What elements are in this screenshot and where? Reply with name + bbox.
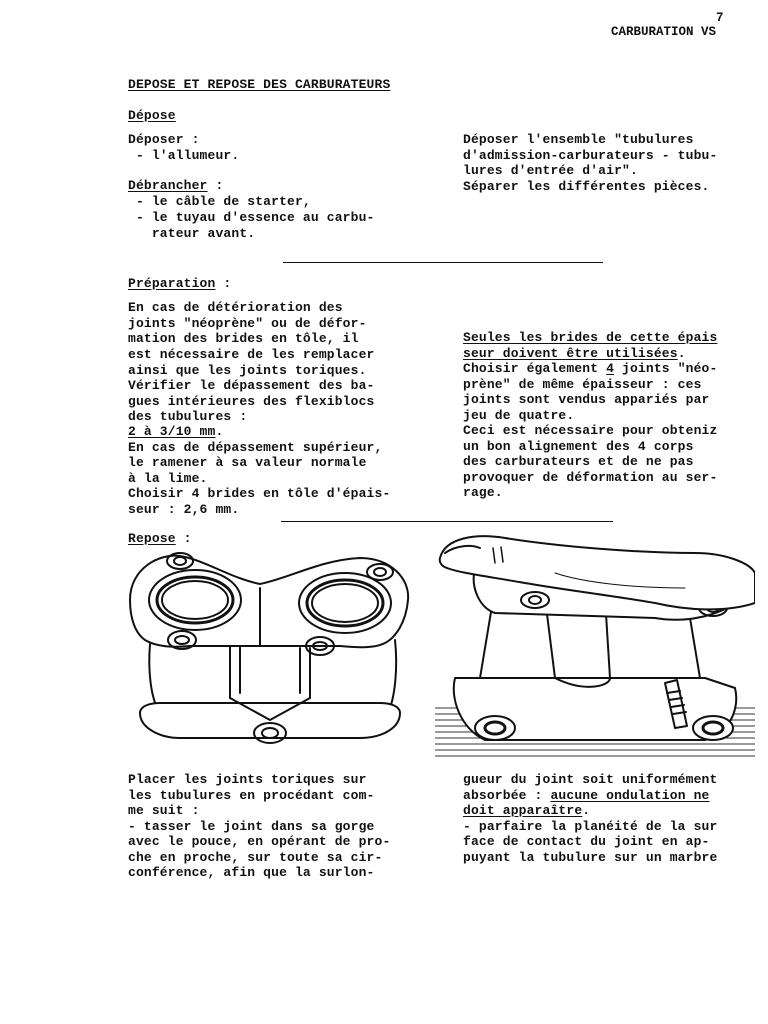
debrancher-item: rateur avant. (128, 226, 256, 241)
repose-left-line: conférence, afin que la surlon- (128, 865, 375, 880)
preparation-right-line: Ceci est nécessaire pour obteniz (463, 423, 718, 438)
choose-number: 4 (606, 361, 615, 376)
no-ripple-text: aucune ondulation ne (550, 788, 710, 803)
depose-right-line: Déposer l'ensemble "tubulures (463, 132, 694, 147)
absorbed-text: absorbée : (463, 788, 551, 803)
preparation-left-line: En cas de dépassement supérieur, (128, 440, 383, 455)
repose-left-line: me suit : (128, 803, 200, 818)
must-appear-text: doit apparaître (463, 803, 583, 818)
preparation-left-line: gues intérieures des flexiblocs (128, 394, 375, 409)
depose-left-line: Déposer : (128, 132, 200, 147)
debrancher-heading: Débrancher (128, 178, 208, 193)
preparation-right-line (463, 361, 717, 377)
debrancher-item: - le câble de starter, (128, 194, 311, 209)
depose-left-line: - l'allumeur. (128, 148, 240, 163)
repose-left-line: avec le pouce, en opérant de pro- (128, 834, 391, 849)
preparation-left-line: est nécessaire de les remplacer (128, 347, 375, 362)
preparation-right-line: joints sont vendus appariés par (463, 392, 710, 407)
thumb-press-illustration-right (435, 528, 755, 763)
section-header: CARBURATION VS (611, 25, 717, 39)
preparation-left-line: mation des brides en tôle, il (128, 331, 359, 346)
preparation-right-underlined: Seules les brides de cette épais (463, 330, 718, 345)
preparation-right-line: un bon alignement des 4 corps (463, 439, 694, 454)
repose-left-line: Placer les joints toriques sur (128, 772, 367, 787)
repose-right-line: - parfaire la planéité de la sur (463, 819, 718, 834)
measure-suffix: . (215, 424, 224, 439)
preparation-left-line: à la lime. (128, 471, 208, 486)
preparation-right-underlined: seur doivent être utilisées (463, 346, 678, 361)
repose-left-line: les tubulures en procédant com- (128, 788, 375, 803)
preparation-right-line: rage. (463, 485, 503, 500)
depose-right-line: Séparer les différentes pièces. (463, 179, 710, 194)
choose-text-end: joints "néo- (614, 361, 718, 376)
preparation-right-underlined-line (463, 346, 686, 362)
repose-right-line: face de contact du joint en ap- (463, 834, 710, 849)
preparation-left-line: En cas de détérioration des (128, 300, 343, 315)
repose-right-line (463, 788, 710, 804)
preparation-left-line: seur : 2,6 mm. (128, 502, 240, 517)
depose-right-line: d'admission-carburateurs - tubu- (463, 148, 718, 163)
preparation-right-line: prène" de même épaisseur : ces (463, 377, 702, 392)
repose-right-line (463, 803, 590, 819)
measure-value: 2 à 3/10 mm (128, 424, 216, 439)
preparation-left-line: ainsi que les joints toriques. (128, 363, 367, 378)
preparation-left-line: des tubulures : (128, 409, 248, 424)
preparation-right-line: des carburateurs et de ne pas (463, 454, 694, 469)
divider (283, 262, 603, 263)
preparation-colon: : (215, 276, 232, 291)
repose-left-line: che en proche, sur toute sa cir- (128, 850, 383, 865)
preparation-left-line: Vérifier le dépassement des ba- (128, 378, 375, 393)
debrancher-colon: : (207, 178, 224, 193)
repose-right-line: puyant la tubulure sur un marbre (463, 850, 718, 865)
choose-text: Choisir également (463, 361, 607, 376)
repose-left-line: - tasser le joint dans sa gorge (128, 819, 375, 834)
preparation-right-line: provoquer de déformation au ser- (463, 470, 718, 485)
preparation-left-line: Choisir 4 brides en tôle d'épais- (128, 486, 391, 501)
page-number: 7 (716, 11, 724, 25)
preparation-heading: Préparation (128, 276, 216, 291)
depose-heading: Dépose (128, 108, 176, 123)
repose-heading: Repose (128, 531, 176, 546)
preparation-left-line: joints "néoprène" ou de défor- (128, 316, 367, 331)
repose-colon: : (175, 531, 192, 546)
preparation-heading-line (128, 276, 231, 292)
repose-heading-line (128, 531, 192, 547)
preparation-left-line: le ramener à sa valeur normale (128, 455, 367, 470)
repose-right-line: gueur du joint soit uniformément (463, 772, 718, 787)
manifold-illustration-left (120, 548, 420, 768)
debrancher-heading-line (128, 178, 223, 194)
divider (281, 521, 613, 522)
measure-line (128, 424, 223, 440)
underlined-suffix: . (677, 346, 686, 361)
page-title: DEPOSE ET REPOSE DES CARBURATEURS (128, 77, 391, 92)
depose-right-line: lures d'entrée d'air". (463, 163, 638, 178)
debrancher-item: - le tuyau d'essence au carbu- (128, 210, 375, 225)
preparation-right-line: jeu de quatre. (463, 408, 575, 423)
must-appear-suffix: . (582, 803, 591, 818)
